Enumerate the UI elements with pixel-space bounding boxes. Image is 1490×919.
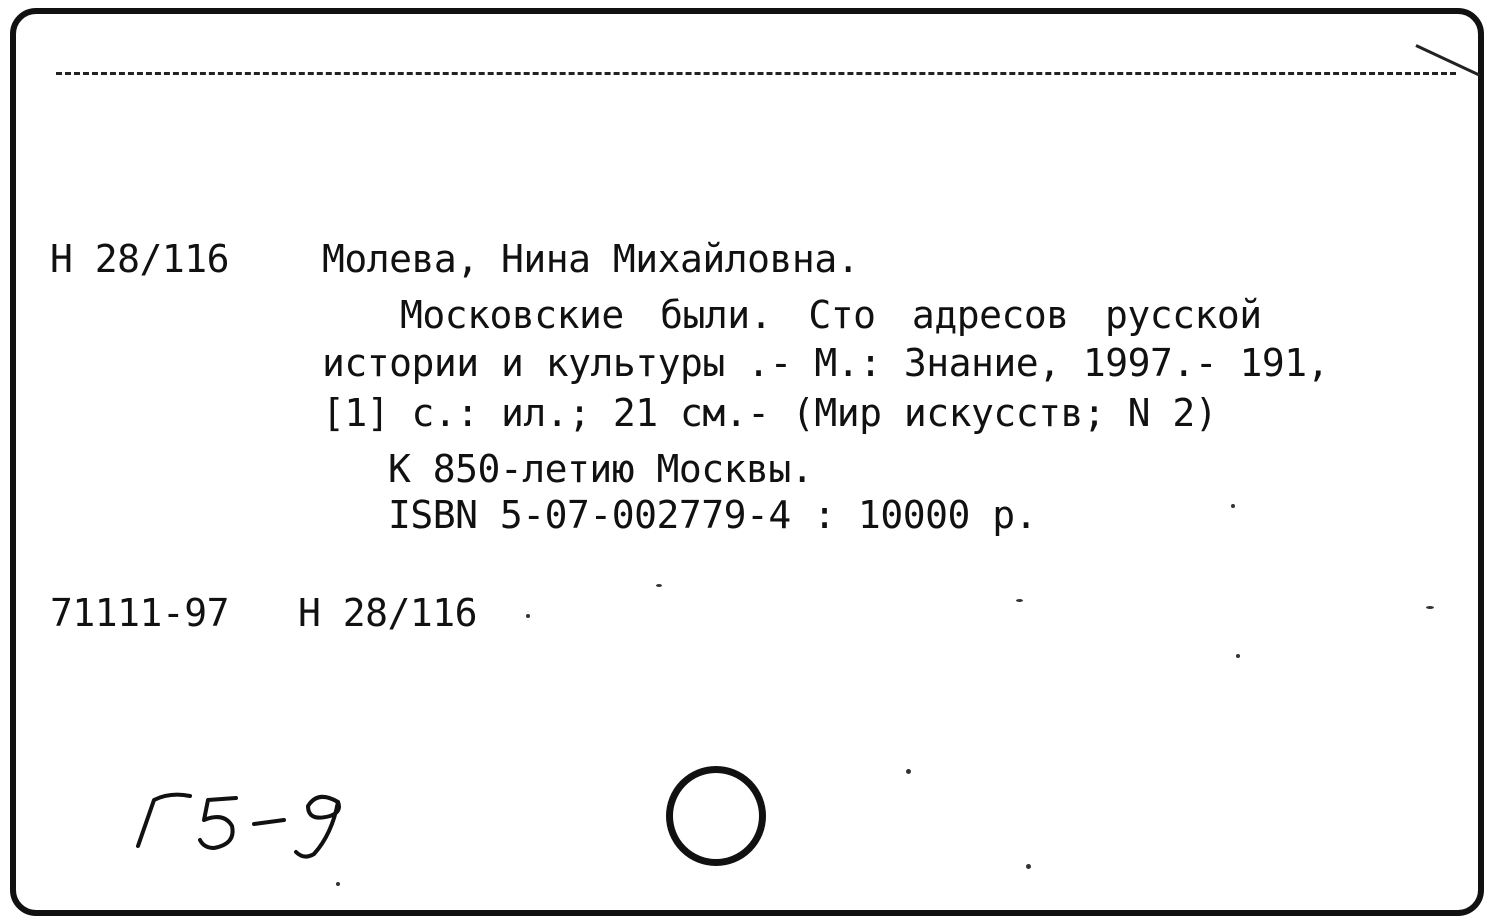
scan-speck [1016,599,1023,602]
scan-speck [656,584,662,587]
title-line-2: истории и культуры .- М.: Знание, 1997.- 191, [322,341,1330,385]
card-punch-hole [666,766,766,866]
shelfmark-bottom: Н 28/116 [298,591,478,635]
note-line: К 850-летию Москвы. [388,447,814,491]
scan-speck [1231,504,1235,508]
handwritten-mark-drawing [124,776,364,866]
catalog-card [10,8,1484,916]
isbn-line: ISBN 5-07-002779-4 : 10000 р. [388,493,1037,537]
shelfmark: Н 28/116 [50,237,230,281]
author-heading: Молева, Нина Михайловна. [322,237,860,281]
scan-speck [1026,864,1031,869]
scan-speck [906,769,911,774]
title-line-1: Московские были. Сто адресов русской [400,293,1262,337]
scan-speck [1426,606,1434,609]
title-line-3: [1] с.: ил.; 21 см.- (Мир искусств; N 2) [322,391,1218,435]
top-dashed-rule [56,72,1456,75]
scan-speck [336,882,340,886]
inventory-number: 71111-97 [50,591,230,635]
scan-speck [1236,654,1240,658]
scan-speck [526,614,530,618]
